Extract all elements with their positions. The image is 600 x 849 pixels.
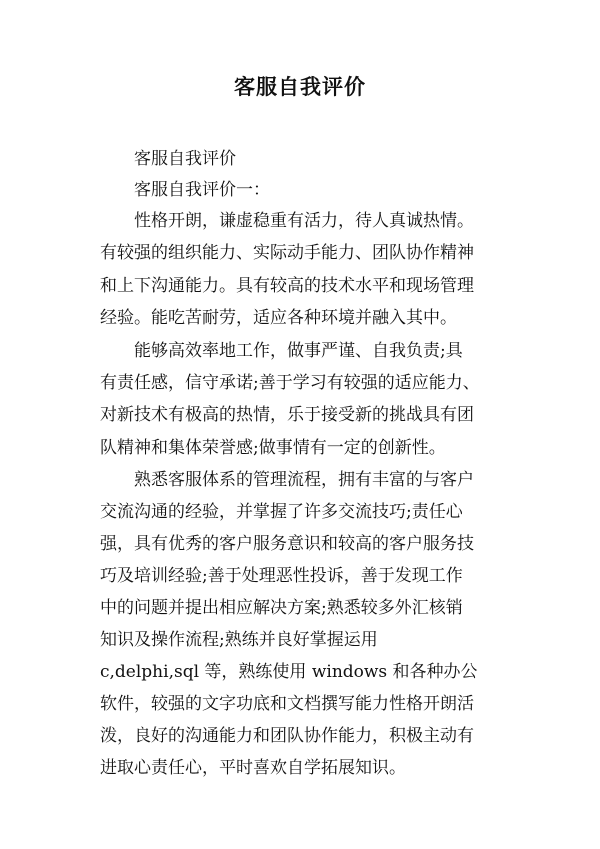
- paragraph-3-line-9: 泼，良好的沟通能力和团队协作能力，积极主动有: [100, 726, 474, 746]
- paragraph-3-line-1: 熟悉客服体系的管理流程，拥有丰富的与客户: [134, 470, 474, 490]
- paragraph-3-line-8: 软件，较强的文字功底和文档撰写能力性格开朗活: [100, 694, 474, 714]
- paragraph-1-line-3: 和上下沟通能力。具有较高的技术水平和现场管理: [100, 276, 474, 296]
- paragraph-2-line-3: 对新技术有极高的热情，乐于接受新的挑战具有团: [100, 405, 474, 425]
- paragraph-3-line-2: 交流沟通的经验，并掌握了许多交流技巧;责任心: [100, 502, 463, 522]
- paragraph-3-line-3: 强，具有优秀的客户服务意识和较高的客户服务技: [100, 534, 474, 554]
- document-title: 客服自我评价: [234, 75, 366, 99]
- paragraph-2-line-4: 队精神和集体荣誉感;做事情有一定的创新性。: [100, 438, 446, 458]
- paragraph-3-line-7: c,delphi,sql 等，熟练使用 windows 和各种办公: [100, 662, 478, 682]
- subsection-heading: 客服自我评价一：: [134, 180, 270, 200]
- paragraph-1-line-4: 经验。能吃苦耐劳，适应各种环境并融入其中。: [100, 308, 457, 328]
- paragraph-2-line-2: 有责任感，信守承诺;善于学习有较强的适应能力、: [100, 373, 480, 393]
- paragraph-1-line-1: 性格开朗，谦虚稳重有活力，待人真诚热情。: [134, 211, 474, 231]
- paragraph-1-line-2: 有较强的组织能力、实际动手能力、团队协作精神: [100, 243, 474, 263]
- paragraph-2-line-1: 能够高效率地工作，做事严谨、自我负责;具: [134, 341, 463, 361]
- paragraph-3-line-10: 进取心责任心，平时喜欢自学拓展知识。: [100, 758, 406, 778]
- section-heading: 客服自我评价: [134, 149, 236, 169]
- paragraph-3-line-6: 知识及操作流程;熟练并良好掌握运用: [100, 630, 378, 650]
- paragraph-3-line-4: 巧及培训经验;善于处理恶性投诉，善于发现工作: [100, 566, 463, 586]
- paragraph-3-line-5: 中的问题并提出相应解决方案;熟悉较多外汇核销: [100, 598, 463, 618]
